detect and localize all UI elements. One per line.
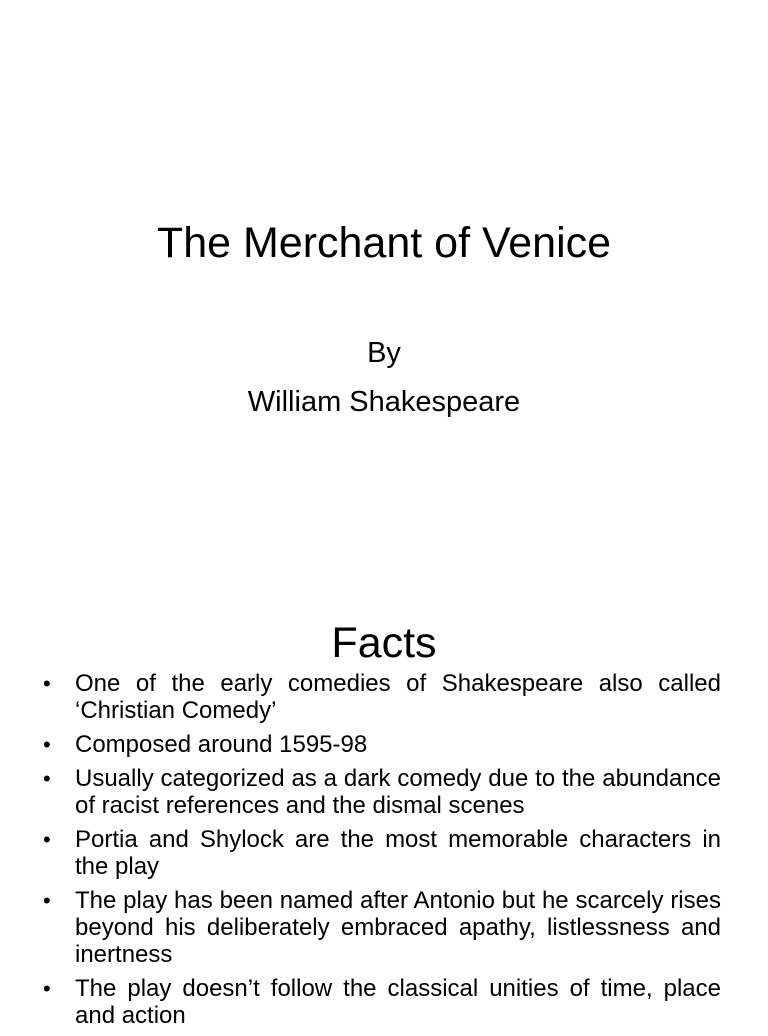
list-item-text: The play doesn’t follow the classical unities of time, place and action: [75, 975, 721, 1029]
list-item: [0, 887, 768, 968]
list-item: [0, 975, 768, 1029]
list-item-text: Usually categorized as a dark comedy due to the abundance of racist references and the dismal scenes: [75, 765, 721, 819]
list-item: [0, 765, 768, 819]
list-item-text: Portia and Shylock are the most memorable characters in the play: [75, 826, 721, 880]
bullet-icon: •: [43, 671, 51, 696]
facts-list: [0, 670, 768, 1036]
subtitle-by: By: [367, 337, 401, 369]
bullet-icon: •: [43, 827, 51, 852]
bullet-icon: •: [43, 976, 51, 1001]
author-name: William Shakespeare: [247, 386, 521, 418]
list-item-text: The play has been named after Antonio but he scarcely rises beyond his deliberately embraced apathy, listlessness and inertness: [75, 887, 721, 968]
bullet-icon: •: [43, 888, 51, 913]
list-item-text: Composed around 1595-98: [75, 731, 368, 758]
list-item: [0, 731, 768, 758]
facts-slide: [0, 576, 768, 1029]
facts-title: Facts: [331, 619, 437, 667]
slide-title: The Merchant of Venice: [156, 219, 612, 267]
list-item: [0, 670, 768, 724]
bullet-icon: •: [43, 732, 51, 757]
list-item-text: One of the early comedies of Shakespeare also called ‘Christian Comedy’: [75, 670, 721, 724]
bullet-icon: •: [43, 766, 51, 791]
list-item: [0, 826, 768, 880]
